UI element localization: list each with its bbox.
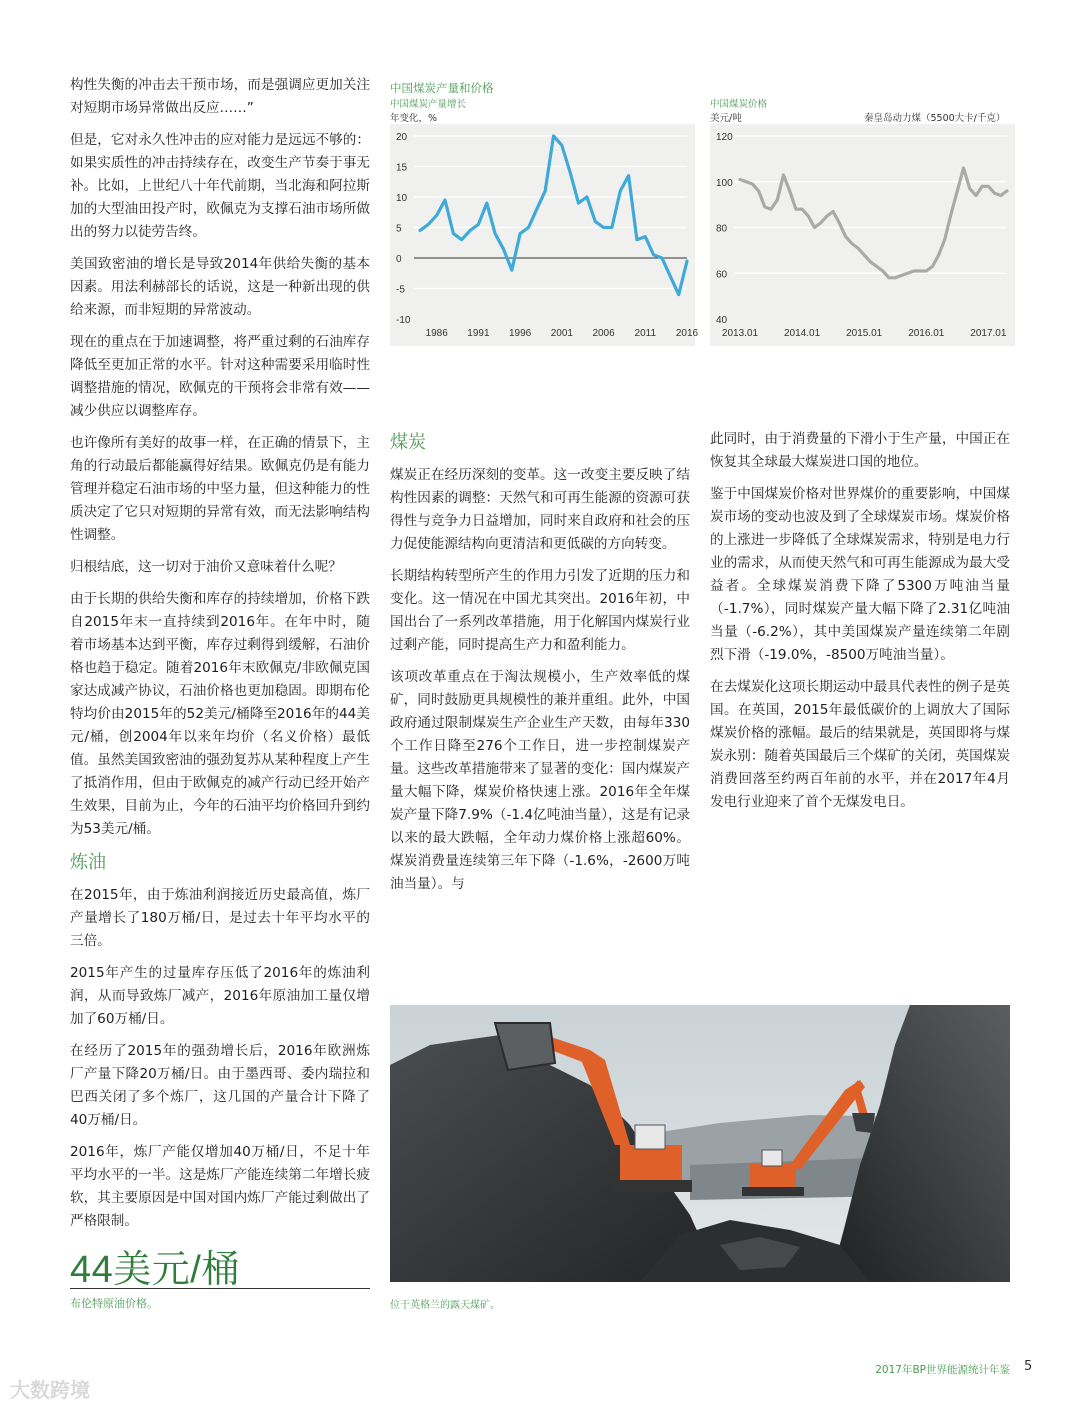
x-tick-label: 2006 xyxy=(592,328,615,339)
x-tick-label: 2017.01 xyxy=(970,328,1007,339)
paragraph: 由于长期的供给失衡和库存的持续增加，价格下跌自2015年末一直持续到2016年。在年中时，随着市场基本达到平衡，库存过剩得到缓解，石油价格也趋于稳定。随着2016年末欧佩克/非欧佩克国家达成减产协议，石油价格也更加稳固。即期布伦特均价由2015年的52美元/桶降至2016年的44美元/桶，创2004年以来年均价（名义价格）最低值。虽然美国致密油的强劲复苏从某种程度上产生了抵消作用，但由于欧佩克的减产行动已经开始产生效果，目前为止，今年的石油平均价格回升到约为53美元/桶。 xyxy=(70,591,370,837)
y-tick-label: 120 xyxy=(716,132,733,143)
paragraph: 鉴于中国煤炭价格对世界煤价的重要影响，中国煤炭市场的变动也波及到了全球煤炭市场。煤炭价格的上涨进一步降低了全球煤炭需求，特别是电力行业的需求，从而使天然气和可再生能源成为最大受益者。全球煤炭消费下降了5300万吨油当量（-1.7%），同时煤炭产量大幅下降了2.31亿吨油当量（-6.2%），其中美国煤炭产量连续第二年剧烈下滑（-19.0%，-8500万吨油当量）。 xyxy=(710,486,1010,663)
paragraph: 但是，它对永久性冲击的应对能力是远远不够的：如果实质性的冲击持续存在，改变生产节奏于事无补。比如，上世纪八十年代前期，当北海和阿拉斯加的大型油田投产时，欧佩克为支撑石油市场所做出的努力以徒劳告终。 xyxy=(70,132,370,240)
paragraph: 归根结底，这一切对于油价又意味着什么呢？ xyxy=(70,559,342,575)
coal-production-growth-chart xyxy=(390,124,699,346)
y-tick-label: 60 xyxy=(716,269,728,281)
coal-price-chart xyxy=(710,124,1015,346)
watermark-logo: 大数跨境 xyxy=(10,1378,90,1402)
chart2-series-label: 秦皇岛动力煤（5500大卡/千克） xyxy=(864,113,1006,124)
left-column xyxy=(70,74,370,1242)
paragraph: 现在的重点在于加速调整，将严重过剩的石油库存降低至更加正常的水平。针对这种需要采用临时性调整措施的情况，欧佩克的干预将会非常有效——减少供应以调整库存。 xyxy=(70,334,370,419)
chart2-title: 中国煤炭价格 xyxy=(710,99,768,110)
y-tick-label: 15 xyxy=(396,162,408,174)
paragraph: 在去煤炭化这项长期运动中最具代表性的例子是英国。在英国，2015年最低碳价的上调放大了国际煤炭价格的涨幅。最后的结果就是，英国即将与煤炭永别：随着英国最后三个煤矿的关闭，英国煤炭消费回落至约两百年前的水平，并在2017年4月发电行业迎来了首个无煤发电日。 xyxy=(710,679,1010,810)
chart2-ylabel: 美元/吨 xyxy=(710,113,742,124)
section-heading-refining: 炼油 xyxy=(70,852,106,873)
big-stat-divider xyxy=(70,1288,370,1289)
middle-column xyxy=(390,428,690,905)
x-tick-label: 2013.01 xyxy=(721,328,759,339)
x-tick-label: 2015.01 xyxy=(846,328,883,339)
section-heading-coal: 煤炭 xyxy=(390,432,426,453)
paragraph: 在2015年，由于炼油利润接近历史最高值，炼厂产量增长了180万桶/日，是过去十年平均水平的三倍。 xyxy=(70,887,370,949)
x-tick-label: 1991 xyxy=(467,328,490,339)
mine-illustration xyxy=(390,1005,1010,1282)
big-stat-value: 44美元/桶 xyxy=(70,1249,240,1291)
series-line xyxy=(740,168,1007,278)
paragraph: 构性失衡的冲击去干预市场，而是强调应更加关注对短期市场异常做出反应……” xyxy=(70,77,370,116)
chart1-ylabel: 年变化，% xyxy=(390,113,438,124)
y-tick-label: 0 xyxy=(396,254,402,265)
x-tick-label: 2011 xyxy=(634,328,657,339)
paragraph: 2015年产生的过量库存压低了2016年的炼油利润，从而导致炼厂减产，2016年原油加工量仅增加了60万桶/日。 xyxy=(70,965,370,1027)
x-tick-label: 2016.01 xyxy=(908,328,945,339)
x-tick-label: 2016 xyxy=(675,328,699,339)
paragraph: 2016年，炼厂产能仅增加40万桶/日，不足十年平均水平的一半。这是炼厂产能连续第二年增长疲软，其主要原因是中国对国内炼厂产能过剩做出了严格限制。 xyxy=(70,1144,370,1229)
y-tick-label: -10 xyxy=(396,315,411,326)
footer-publication-title: 2017年BP世界能源统计年鉴 xyxy=(875,1364,1010,1376)
paragraph: 该项改革重点在于淘汰规模小，生产效率低的煤矿，同时鼓励更具规模性的兼并重组。此外，中国政府通过限制煤炭生产企业生产天数，由每年330个工作日降至276个工作日，进一步控制煤炭产量。这些改革措施带来了显著的变化：国内煤炭产量大幅下降，煤炭价格快速上涨。2016年全年煤炭产量下降7.9%（-1.4亿吨油当量），这是有记录以来的最大跌幅，全年动力煤价格上涨超60%。煤炭消费量连续第三年下降（-1.6%，-2600万吨油当量）。与 xyxy=(390,669,690,892)
right-column xyxy=(710,428,1010,823)
y-tick-label: 10 xyxy=(396,193,408,204)
paragraph: 也许像所有美好的故事一样，在正确的情景下，主角的行动最后都能赢得好结果。欧佩克仍是有能力管理并稳定石油市场的中坚力量，但这种能力的性质决定了它只对短期的异常有效，而无法影响结构性调整。 xyxy=(70,435,370,543)
x-tick-label: 1986 xyxy=(425,328,448,339)
chart2-area xyxy=(710,124,1015,346)
x-tick-label: 2001 xyxy=(550,328,573,339)
y-tick-label: -5 xyxy=(396,284,405,296)
chart1-area xyxy=(390,124,699,346)
y-tick-label: 5 xyxy=(396,223,402,235)
x-tick-label: 1996 xyxy=(509,328,532,339)
page-number: 5 xyxy=(1024,1359,1033,1374)
chart-section-title: 中国煤炭产量和价格 xyxy=(390,81,494,95)
paragraph: 在经历了2015年的强劲增长后，2016年欧洲炼厂产量下降20万桶/日。由于墨西哥、委内瑞拉和巴西关闭了多个炼厂，这几国的产量合计下降了40万桶/日。 xyxy=(70,1043,370,1128)
paragraph: 煤炭正在经历深刻的变革。这一改变主要反映了结构性因素的调整：天然气和可再生能源的资源可获得性与竞争力日益增加，同时来自政府和社会的压力促使能源结构向更清洁和更低碳的方向转变。 xyxy=(390,467,690,552)
series-line xyxy=(420,136,687,295)
paragraph: 长期结构转型所产生的作用力引发了近期的压力和变化。这一情况在中国尤其突出。2016年初，中国出台了一系列改革措施，用于化解国内煤炭行业过剩产能，同时提高生产力和盈利能力。 xyxy=(390,568,690,653)
photo-caption: 位于英格兰的露天煤矿。 xyxy=(390,1300,500,1311)
x-tick-label: 2014.01 xyxy=(784,328,821,339)
y-tick-label: 40 xyxy=(716,315,728,326)
big-stat-caption: 布伦特原油价格。 xyxy=(70,1297,158,1310)
paragraph: 此同时，由于消费量的下滑小于生产量，中国正在恢复其全球最大煤炭进口国的地位。 xyxy=(710,431,1010,470)
paragraph: 美国致密油的增长是导致2014年供给失衡的基本因素。用法利赫部长的话说，这是一种新出现的供给来源，而非短期的异常波动。 xyxy=(70,256,370,318)
y-tick-label: 80 xyxy=(716,223,728,235)
y-tick-label: 20 xyxy=(396,132,408,143)
y-tick-label: 100 xyxy=(716,177,733,189)
coal-mine-photo xyxy=(390,1005,1010,1282)
chart1-title: 中国煤炭产量增长 xyxy=(390,99,467,110)
